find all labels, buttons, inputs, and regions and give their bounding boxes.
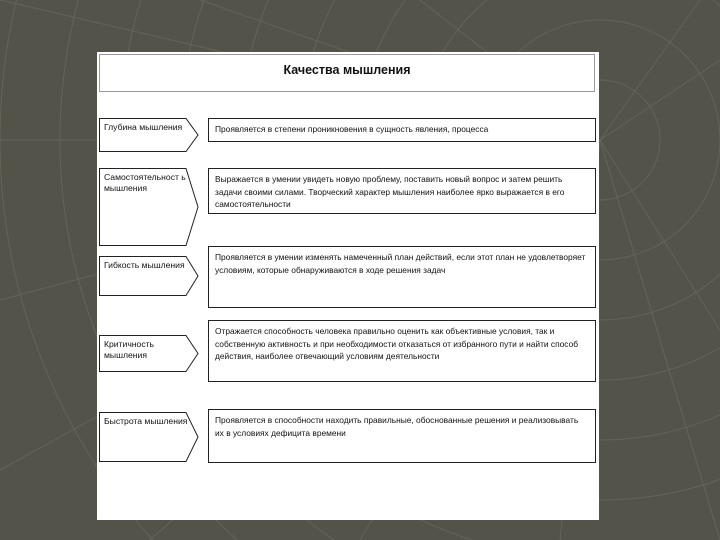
description-depth xyxy=(208,118,596,142)
description-independence xyxy=(208,168,596,214)
description-speed xyxy=(208,409,596,463)
quality-label: Глубина мышления xyxy=(104,122,183,132)
quality-label: Критичность мышления xyxy=(104,339,155,360)
quality-label: Самостоятельност ь мышления xyxy=(104,172,186,193)
description-criticality xyxy=(208,320,596,382)
description-text: Проявляется в способности находить правильные, обоснованные решения и реализовывать их в условиях дефицита времени xyxy=(215,415,579,438)
diagram-title: Качества мышления xyxy=(99,54,595,92)
description-flexibility xyxy=(208,246,596,308)
quality-independence xyxy=(99,168,199,246)
quality-criticality xyxy=(99,335,199,372)
quality-speed xyxy=(99,412,199,462)
description-text: Отражается способность человека правильно оценить как объективные условия, так и собственную активность и при необходимости отказаться от избранного пути и найти способ действия, наиболее отвечающий условиям деятельности xyxy=(215,326,579,361)
quality-depth xyxy=(99,118,199,152)
quality-label: Быстрота мышления xyxy=(104,416,188,426)
quality-label: Гибкость мышления xyxy=(104,260,185,270)
description-text: Выражается в умении увидеть новую проблему, поставить новый вопрос и затем решить задачи своими силами. Творческий характер мышления наиболее ярко выражается в его самостоятельности xyxy=(215,174,565,209)
description-text: Проявляется в степени проникновения в сущность явления, процесса xyxy=(215,124,489,134)
quality-flexibility xyxy=(99,256,199,296)
description-text: Проявляется в умении изменять намеченный план действий, если этот план не удовлетворяет условиям, которые обнаруживаются в ходе решения задач xyxy=(215,252,586,275)
